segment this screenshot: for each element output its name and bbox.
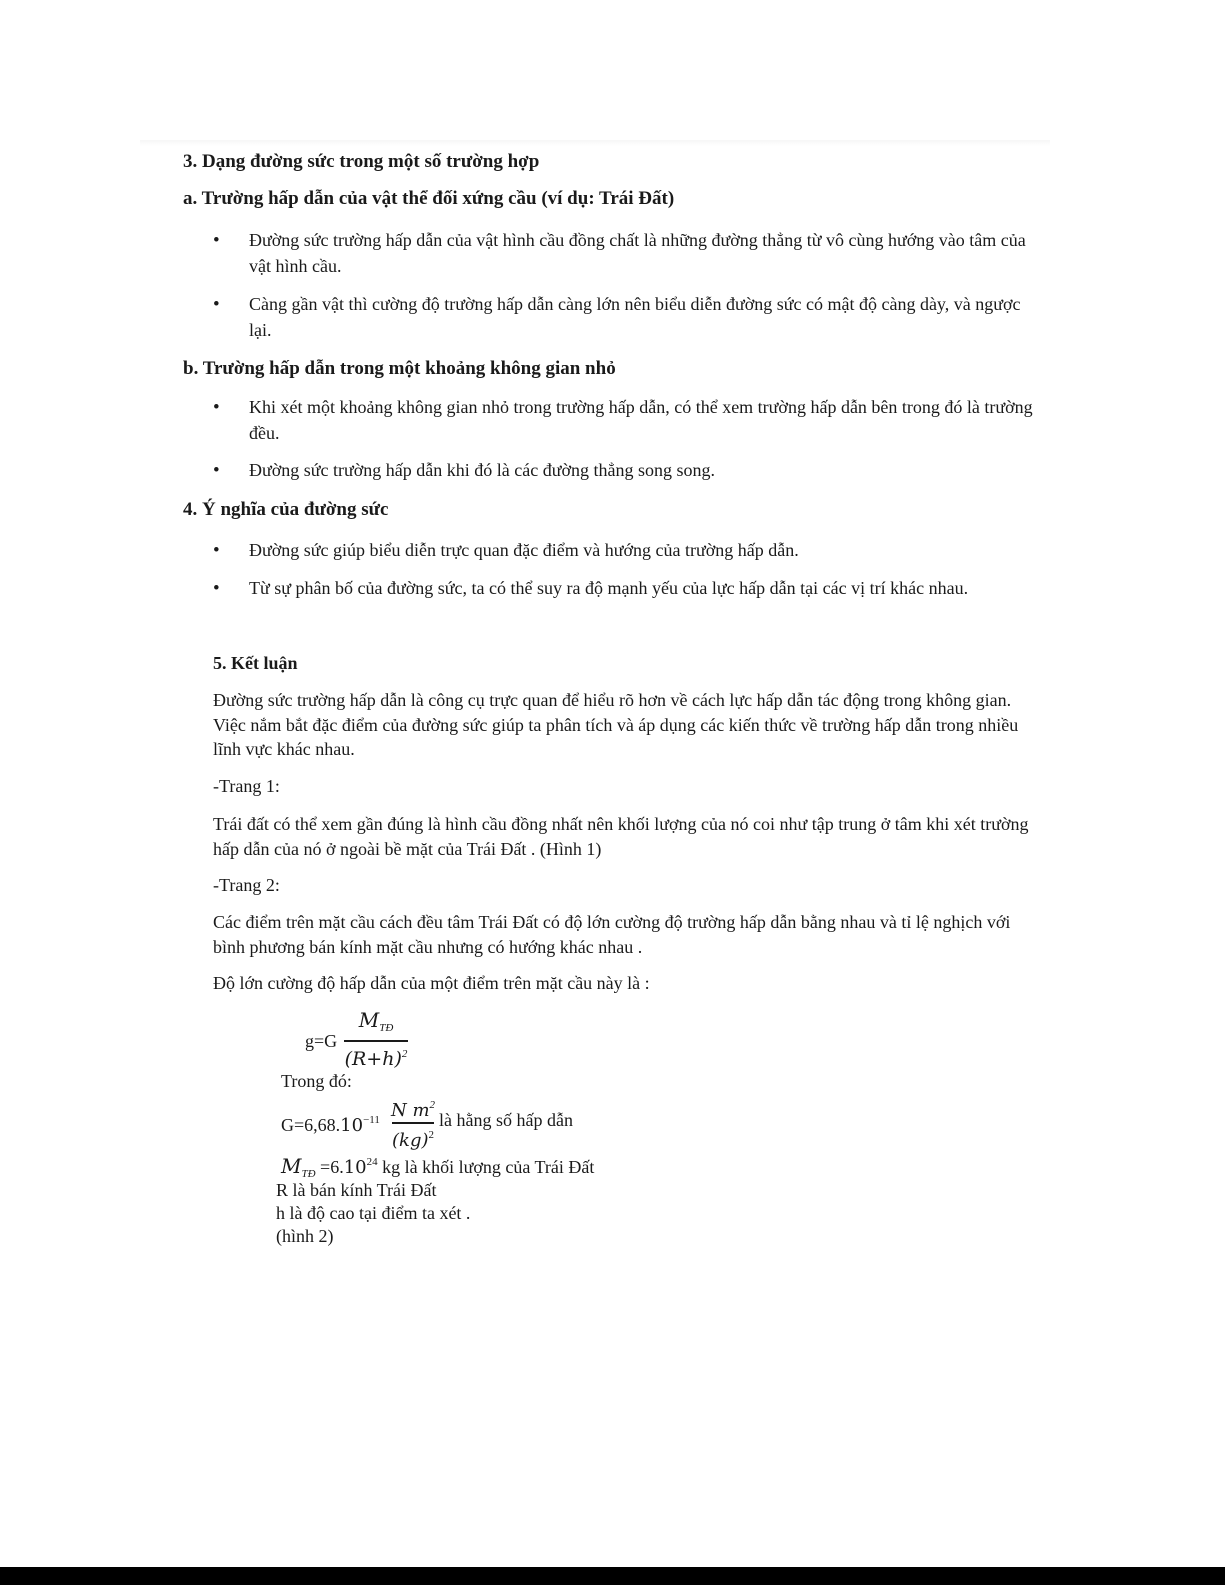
bullet-dot: • <box>213 294 220 315</box>
section-3-title: 3. Dạng đường sức trong một số trường hợp <box>183 151 540 172</box>
g-unit-fraction <box>391 1094 435 1152</box>
section-4-bullet-2: Từ sự phân bố của đường sức, ta có thể suy ra độ mạnh yếu của lực hấp dẫn tại các vị trí khác nhau. <box>249 578 969 598</box>
bullet-dot: • <box>213 460 220 481</box>
section-5-title: 5. Kết luận <box>213 653 298 673</box>
radius-line: R là bán kính Trái Đất <box>276 1180 437 1200</box>
bottom-border <box>0 1567 1225 1585</box>
trong-do-label: Trong đó: <box>281 1071 352 1091</box>
mass-sub: TĐ <box>301 1168 316 1180</box>
g-description: là hằng số hấp dẫn <box>439 1110 573 1130</box>
page-2-label: -Trang 2: <box>213 875 280 895</box>
bullet-dot: • <box>213 540 220 561</box>
page-1-text: Trái đất có thể xem gần đúng là hình cầu đồng nhất nên khối lượng của nó coi như tập trung ở tâm khi xét trường hấp dẫn của nó ở ngoài bề mặt của Trái Đất . (Hình 1) <box>213 814 1029 859</box>
section-3b-title: b. Trường hấp dẫn trong một khoảng không gian nhỏ <box>183 358 616 379</box>
page-1-label: -Trang 1: <box>213 776 280 796</box>
section-4-bullet-1: Đường sức giúp biểu diễn trực quan đặc điểm và hướng của trường hấp dẫn. <box>249 540 799 560</box>
section-3a-bullet-2: Càng gần vật thì cường độ trường hấp dẫn càng lớn nên biểu diễn đường sức có mật độ càng dày, và ngược lại. <box>249 294 1021 340</box>
section-3a-title: a. Trường hấp dẫn của vật thể đối xứng cầu (ví dụ: Trái Đất) <box>183 188 675 209</box>
g-prefix: G=6,68. <box>281 1115 341 1135</box>
page-top-shade <box>140 140 1050 146</box>
page-2-text: Các điểm trên mặt cầu cách đều tâm Trái Đất có độ lớn cường độ trường hấp dẫn bằng nhau và tỉ lệ nghịch với bình phương bán kính mặt cầu nhưng có hướng khác nhau . <box>213 912 1011 957</box>
bullet-dot: • <box>213 397 220 418</box>
section-5-paragraph: Đường sức trường hấp dẫn là công cụ trực quan để hiểu rõ hơn về cách lực hấp dẫn tác động trong không gian. Việc nắm bắt đặc điểm của đường sức giúp ta phân tích và áp dụng các kiến thức về trường hấp dẫn trong nhiều lĩnh vực khác nhau. <box>213 690 1019 759</box>
g-exp: −11 <box>363 1114 380 1126</box>
mass-description: kg là khối lượng của Trái Đất <box>382 1157 595 1177</box>
mass-value: =6. <box>320 1157 344 1177</box>
figure-reference: (hình 2) <box>276 1226 334 1246</box>
section-3a-bullet-1: Đường sức trường hấp dẫn của vật hình cầu đồng chất là những đường thẳng từ vô cùng hướng vào tâm của vật hình cầu. <box>249 230 1026 276</box>
g-unit-den: (kg) <box>392 1129 429 1151</box>
mass-exp: 24 <box>366 1156 378 1168</box>
mass-base: 10 <box>343 1157 367 1178</box>
formula-lhs: g=G <box>305 1031 338 1051</box>
section-4-title: 4. Ý nghĩa của đường sức <box>183 499 389 520</box>
mass-symbol: M <box>281 1154 302 1178</box>
bullet-dot: • <box>213 578 220 599</box>
formula-numerator: $M_{TĐ}$ <box>358 1008 394 1034</box>
formula-denominator: $(R+h)^2$ <box>344 1047 408 1070</box>
height-line: h là độ cao tại điểm ta xét . <box>276 1203 471 1223</box>
g-unit-num: N m <box>391 1100 430 1121</box>
magnitude-intro: Độ lớn cường độ hấp dẫn của một điểm trên mặt cầu này là : <box>213 973 650 993</box>
section-3b-bullet-2: Đường sức trường hấp dẫn khi đó là các đường thẳng song song. <box>249 460 716 480</box>
formula-fraction <box>344 1008 408 1072</box>
g-unit-num-exp: 2 <box>429 1099 436 1111</box>
g-unit-den-exp: 2 <box>428 1128 435 1141</box>
section-3b-bullet-1: Khi xét một khoảng không gian nhỏ trong trường hấp dẫn, có thể xem trường hấp dẫn bên trong đó là trường đều. <box>249 397 1033 443</box>
bullet-dot: • <box>213 230 220 251</box>
g-base: 10 <box>340 1115 364 1136</box>
